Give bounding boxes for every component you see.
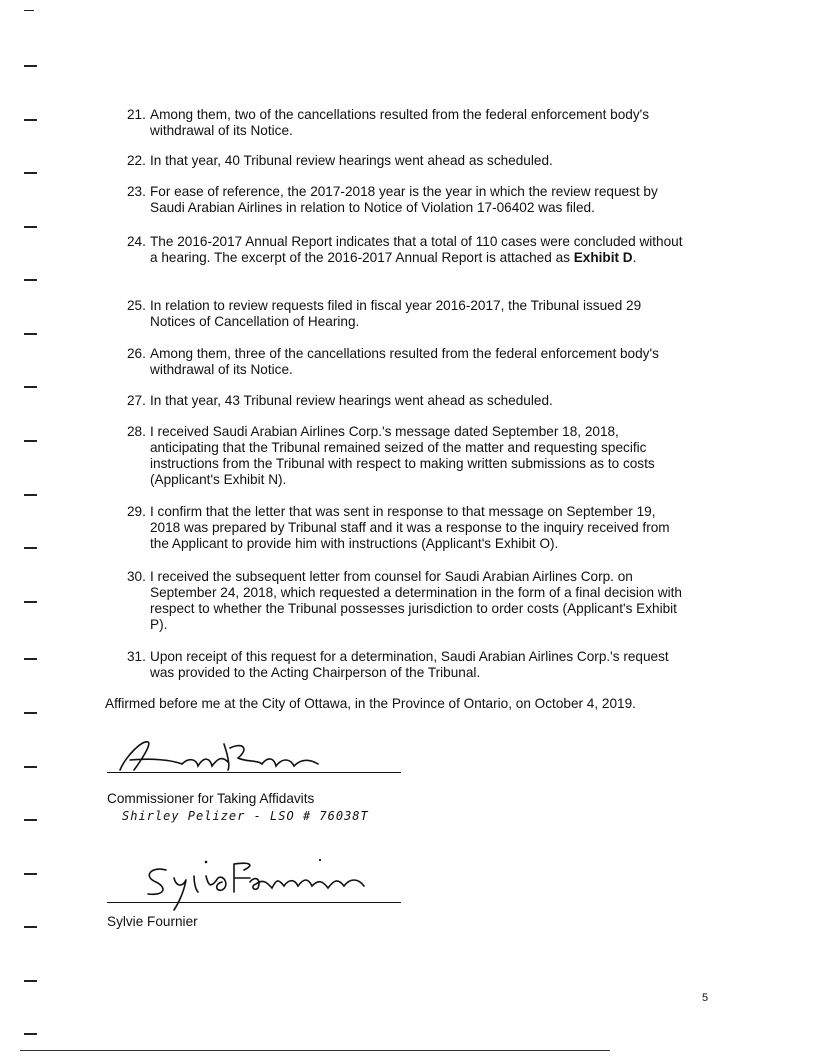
- paragraph-number: 28.: [127, 424, 146, 439]
- margin-mark: [24, 10, 34, 11]
- paragraph-21: [127, 107, 687, 139]
- margin-mark: [24, 386, 37, 388]
- commissioner-title: Commissioner for Taking Affidavits: [107, 791, 315, 806]
- paragraph-number: 22.: [127, 153, 146, 168]
- paragraph-number: 25.: [127, 298, 146, 313]
- paragraph-text: In that year, 43 Tribunal review hearings went ahead as scheduled.: [150, 393, 553, 408]
- paragraph-number: 26.: [127, 346, 146, 361]
- paragraph-number: 24.: [127, 234, 146, 249]
- margin-mark: [24, 658, 37, 660]
- paragraph-number: 23.: [127, 184, 146, 199]
- margin-mark: [24, 547, 37, 549]
- paragraph-number: 30.: [127, 569, 146, 584]
- margin-mark: [24, 440, 37, 442]
- paragraph-text: Among them, two of the cancellations resulted from the federal enforcement body's withdrawal of its Notice.: [150, 107, 650, 138]
- paragraph-30: [127, 569, 687, 633]
- affiant-name: Sylvie Fournier: [107, 914, 198, 929]
- commissioner-handwritten-name: Shirley Pelizer - LSO # 76038T: [122, 809, 369, 823]
- margin-mark: [24, 980, 37, 982]
- page-number: 5: [702, 992, 709, 1004]
- margin-mark: [24, 1033, 37, 1035]
- paragraph-text: [150, 234, 687, 266]
- paragraph-number: 29.: [127, 504, 146, 519]
- paragraph-28: [127, 424, 687, 488]
- margin-mark: [24, 65, 37, 67]
- margin-mark: [24, 601, 37, 603]
- paragraph-29: [127, 504, 687, 552]
- paragraph-text: I received the subsequent letter from counsel for Saudi Arabian Airlines Corp. on September 24, 2018, which requested a determination in the form of a final decision with respect to whether the Tribunal possesses jurisdiction to order costs (Applicant's Exhibit P).: [150, 569, 682, 632]
- bottom-rule: [20, 1050, 610, 1051]
- paragraph-24: [127, 234, 687, 266]
- paragraph-text-end: .: [632, 250, 637, 265]
- margin-mark: [24, 119, 37, 121]
- paragraph-number: 31.: [127, 649, 146, 664]
- affirmation-statement: Affirmed before me at the City of Ottawa, in the Province of Ontario, on October 4, 2019.: [105, 696, 636, 711]
- paragraph-27: [127, 393, 687, 409]
- paragraph-31: [127, 649, 687, 681]
- paragraph-text: In that year, 40 Tribunal review hearings went ahead as scheduled.: [150, 153, 553, 168]
- paragraph-23: [127, 184, 687, 216]
- paragraph-22: [127, 153, 687, 169]
- paragraph-25: [127, 298, 687, 330]
- margin-mark: [24, 494, 37, 496]
- paragraph-26: [127, 346, 687, 378]
- paragraph-text: In relation to review requests filed in fiscal year 2016-2017, the Tribunal issued 29 Notices of Cancellation of Hearing.: [150, 298, 642, 329]
- affiant-signature-line: [107, 902, 401, 903]
- scan-margin-marks: [0, 0, 60, 1056]
- paragraph-text: Among them, three of the cancellations resulted from the federal enforcement body's withdrawal of its Notice.: [150, 346, 659, 377]
- margin-mark: [24, 926, 37, 928]
- margin-mark: [24, 279, 37, 281]
- paragraph-text: I confirm that the letter that was sent in response to that message on September 19, 2018 was prepared by Tribunal staff and it was a response to the inquiry received from the Applicant to provide him with instructions (Applicant's Exhibit O).: [150, 504, 670, 551]
- margin-mark: [24, 873, 37, 875]
- paragraph-number: 27.: [127, 393, 146, 408]
- commissioner-signature: [112, 736, 332, 776]
- exhibit-reference: Exhibit D: [573, 250, 633, 265]
- paragraph-text: Upon receipt of this request for a determination, Saudi Arabian Airlines Corp.'s request was provided to the Acting Chairperson of the Tribunal.: [150, 649, 669, 680]
- margin-mark: [24, 333, 37, 335]
- margin-mark: [24, 766, 37, 768]
- margin-mark: [24, 226, 37, 228]
- margin-mark: [24, 172, 37, 174]
- paragraph-text: For ease of reference, the 2017-2018 year is the year in which the review request by Saudi Arabian Airlines in relation to Notice of Violation 17-06402 was filed.: [150, 184, 658, 215]
- paragraph-text: I received Saudi Arabian Airlines Corp.'s message dated September 18, 2018, anticipating that the Tribunal remained seized of the matter and requesting specific instructions from the Tribunal with respect to making written submissions as to costs (Applicant's Exhibit N).: [150, 424, 655, 487]
- commissioner-signature-line: [107, 772, 401, 773]
- margin-mark: [24, 712, 37, 714]
- paragraph-text-main: The 2016-2017 Annual Report indicates that a total of 110 cases were concluded without a hearing. The excerpt of the 2016-2017 Annual Report is attached as: [150, 234, 683, 265]
- affiant-signature: [138, 856, 378, 912]
- paragraph-number: 21.: [127, 107, 146, 122]
- margin-mark: [24, 819, 37, 821]
